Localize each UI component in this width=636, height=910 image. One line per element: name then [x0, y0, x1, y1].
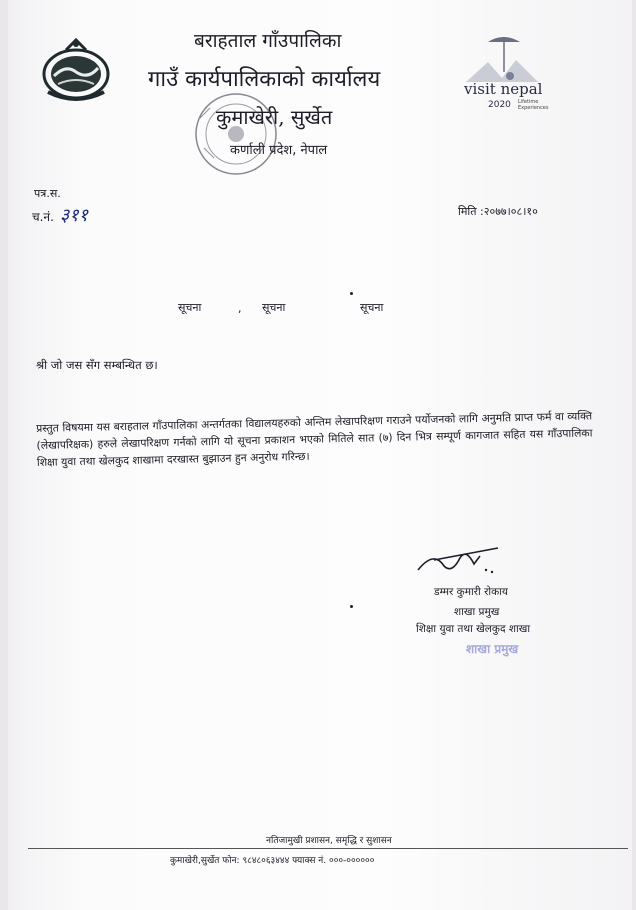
- notice-heading-1: सूचना: [178, 301, 202, 314]
- footer-divider: [28, 848, 628, 849]
- visit-nepal-year: 2020: [488, 100, 511, 110]
- office-stamp: [180, 88, 292, 188]
- chalani-number: [32, 203, 88, 227]
- section-chief-stamp: शाखा प्रमुख: [466, 642, 519, 656]
- notice-body: प्रस्तुत विषयमा यस बराहताल गाँउपालिका अन्तर्गतका विद्यालयहरुको अन्तिम लेखापरिक्षण गराउने पर्योजनको लागि अनुमति प्राप्त फर्म वा व्यक्ति (लेखापरिक्षक) हरुले लेखापरिक्षण गर्नको लागि यो सूचना प्रकाशन भएको मितिले सात (७) दिन भित्र सम्पूर्ण कागजात सहित यस गाँउपालिका शिक्षा युवा तथा खेलकुद शाखामा दरखास्त बुझाउन हुन अनुरोध गरिन्छ।: [36, 409, 593, 469]
- chalani-value: ३११: [59, 205, 89, 226]
- signatory-name: डम्मर कुमारी रोकाय: [434, 586, 508, 598]
- office-name: गाउँ कार्यपालिकाको कार्यालय: [148, 67, 381, 92]
- signatory-role: शाखा प्रमुख: [454, 606, 500, 618]
- visit-nepal-text: visit nepal: [464, 80, 543, 98]
- office-location: कुमाखेरी, सुर्खेत: [216, 105, 333, 129]
- notice-heading-3: सूचना: [360, 301, 384, 314]
- footer-contact: कुमाखेरी,सुर्खेत फोन: ९८४८०६३४४४ फ्याक्स नं. ०००-००००००: [170, 856, 375, 866]
- chalani-label: च.नं.: [32, 210, 54, 224]
- signatory-department: शिक्षा युवा तथा खेलकुद शाखा: [416, 623, 531, 635]
- handwritten-signature: [414, 540, 504, 580]
- salutation: श्री जो जस सँग सम्बन्धित छ।: [36, 358, 158, 372]
- notice-comma: ,: [238, 302, 242, 315]
- ink-dot: [350, 292, 353, 295]
- patra-sankhya-label: पत्र.स.: [34, 187, 61, 200]
- ink-dot: [350, 605, 353, 608]
- notice-heading-2: सूचना: [262, 301, 286, 314]
- letter-page: [8, 0, 632, 910]
- footer-slogan: नतिजामुखी प्रशासन, समृद्धि र सुशासन: [266, 836, 392, 846]
- province-line: कर्णाली प्रदेश, नेपाल: [230, 143, 328, 158]
- visit-nepal-tagline: Lifetime Experiences: [518, 99, 549, 111]
- municipality-name: बराहताल गाँउपालिका: [194, 30, 342, 52]
- letter-date: मिति :२०७७।०८।१०: [458, 205, 538, 218]
- nepal-emblem-logo: [36, 36, 116, 106]
